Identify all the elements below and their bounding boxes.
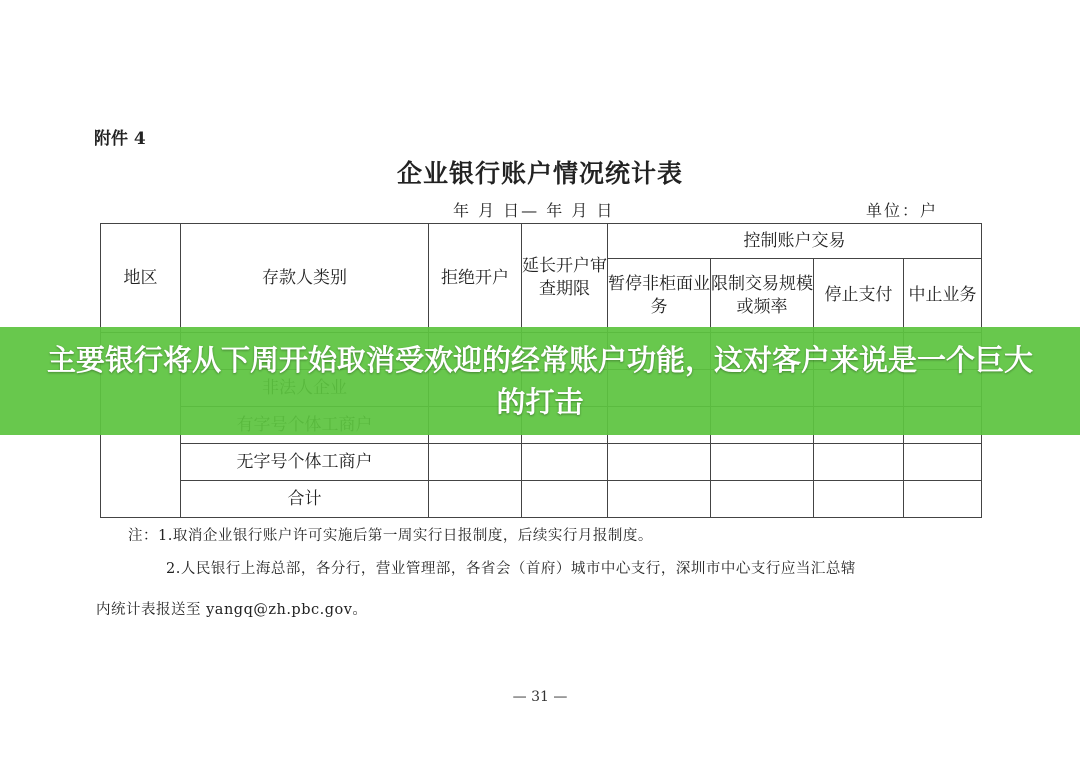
- headline-text: 主要银行将从下周开始取消受欢迎的经常账户功能，这对客户来说是一个巨大的打击: [46, 343, 1033, 419]
- header-suspend-noncounter: 暂停非柜面业务: [608, 259, 711, 333]
- value-cell: [814, 481, 904, 518]
- depositor-type-cell: 无字号个体工商户: [181, 444, 429, 481]
- header-region: 地区: [101, 224, 181, 333]
- value-cell: [711, 444, 814, 481]
- header-depositor-type: 存款人类别: [181, 224, 429, 333]
- headline-banner: [0, 327, 1080, 435]
- note-line-2: 2.人民银行上海总部，各分行，营业管理部，各省会（首府）城市中心支行，深圳市中心支行应当汇总辖: [166, 561, 856, 577]
- value-cell: [429, 481, 522, 518]
- note-line-1: 注：1.取消企业银行账户许可实施后第一周实行日报制度，后续实行月报制度。: [128, 528, 653, 544]
- total-row-label: 合计: [181, 481, 429, 518]
- value-cell: [814, 444, 904, 481]
- page-number: — 31 —: [512, 689, 568, 705]
- header-reject-opening: 拒绝开户: [429, 224, 522, 333]
- attachment-label: 附件 4: [94, 129, 146, 149]
- value-cell: [429, 444, 522, 481]
- note-line-3: 内统计表报送至 yangq@zh.pbc.gov。: [96, 602, 368, 618]
- value-cell: [904, 481, 982, 518]
- document-title: 企业银行账户情况统计表: [396, 159, 683, 188]
- value-cell: [608, 444, 711, 481]
- date-range: 年 月 日— 年 月 日: [453, 201, 615, 220]
- header-stop-payment: 停止支付: [814, 259, 904, 333]
- header-terminate-business: 中止业务: [904, 259, 982, 333]
- value-cell: [711, 481, 814, 518]
- header-control-transactions: 控制账户交易: [608, 224, 982, 259]
- value-cell: [522, 444, 608, 481]
- unit-label: 单位：户: [866, 201, 939, 220]
- value-cell: [904, 444, 982, 481]
- value-cell: [522, 481, 608, 518]
- header-limit-scale: 限制交易规模或频率: [711, 259, 814, 333]
- value-cell: [608, 481, 711, 518]
- header-extend-review: 延长开户审查期限: [522, 224, 608, 333]
